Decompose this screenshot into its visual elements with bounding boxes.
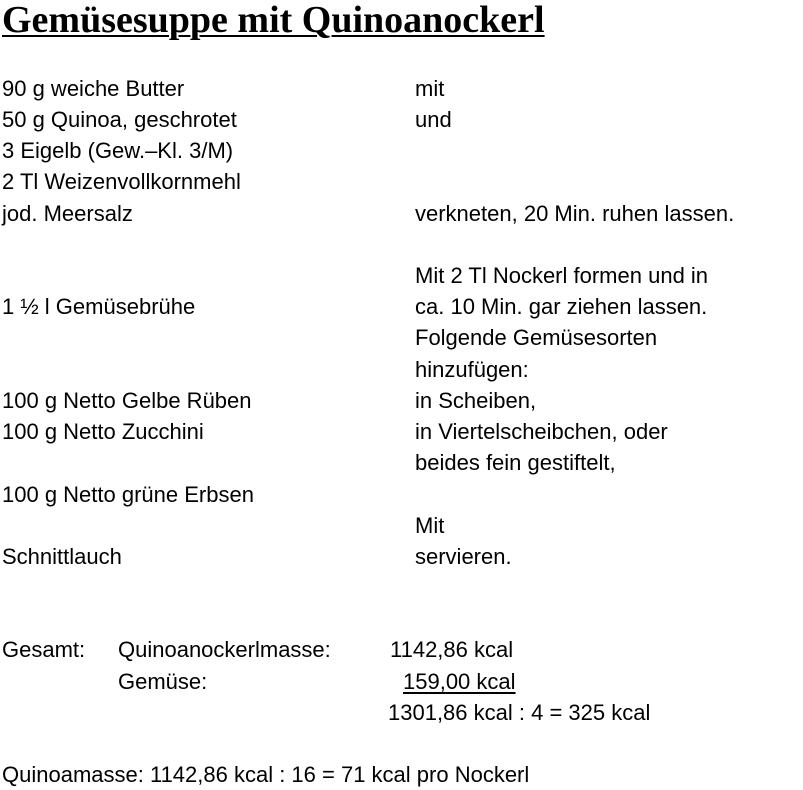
step-hinzufuegen: hinzufügen: [415,357,529,382]
step-verkneten: verkneten, 20 Min. ruhen lassen. [415,201,735,226]
totals-gemuese-label: Gemüse: [118,669,208,694]
step-scheiben: in Scheiben, [415,388,537,413]
step-nockerl-formen: Mit 2 Tl Nockerl formen und in [415,263,709,288]
ingredient-eigelb: 3 Eigelb (Gew.–Kl. 3/M) [2,138,234,163]
ingredient-butter: 90 g weiche Butter [2,76,185,101]
step-und: und [415,107,452,132]
totals-sum-line: 1301,86 kcal : 4 = 325 kcal [388,700,651,725]
ingredient-erbsen: 100 g Netto grüne Erbsen [2,482,254,507]
ingredient-bruehe: 1 ½ l Gemüsebrühe [2,294,196,319]
step-viertel: in Viertelscheibchen, oder [415,419,668,444]
ingredient-quinoa: 50 g Quinoa, geschrotet [2,107,237,132]
step-gestiftelt: beides fein gestiftelt, [415,450,616,475]
ingredient-mehl: 2 Tl Weizenvollkornmehl [2,169,241,194]
ingredient-schnittlauch: Schnittlauch [2,544,122,569]
step-gar-ziehen: ca. 10 Min. gar ziehen lassen. [415,294,708,319]
totals-masse-value: 1142,86 kcal [390,637,514,662]
ingredient-salz: jod. Meersalz [2,201,133,226]
ingredient-zucchini: 100 g Netto Zucchini [2,419,204,444]
totals-gemuese-value: 159,00 kcal [403,669,516,694]
step-folgende: Folgende Gemüsesorten [415,325,658,350]
totals-gesamt-label: Gesamt: [2,637,86,662]
step-mit-2: Mit [415,513,445,538]
ingredient-rueben: 100 g Netto Gelbe Rüben [2,388,252,413]
totals-per-nockerl: Quinoamasse: 1142,86 kcal : 16 = 71 kcal pro Nockerl [2,762,530,787]
step-servieren: servieren. [415,544,512,569]
recipe-title: Gemüsesuppe mit Quinoanockerl [2,0,545,41]
step-mit: mit [415,76,445,101]
totals-masse-label: Quinoanockerlmasse: [118,637,331,662]
